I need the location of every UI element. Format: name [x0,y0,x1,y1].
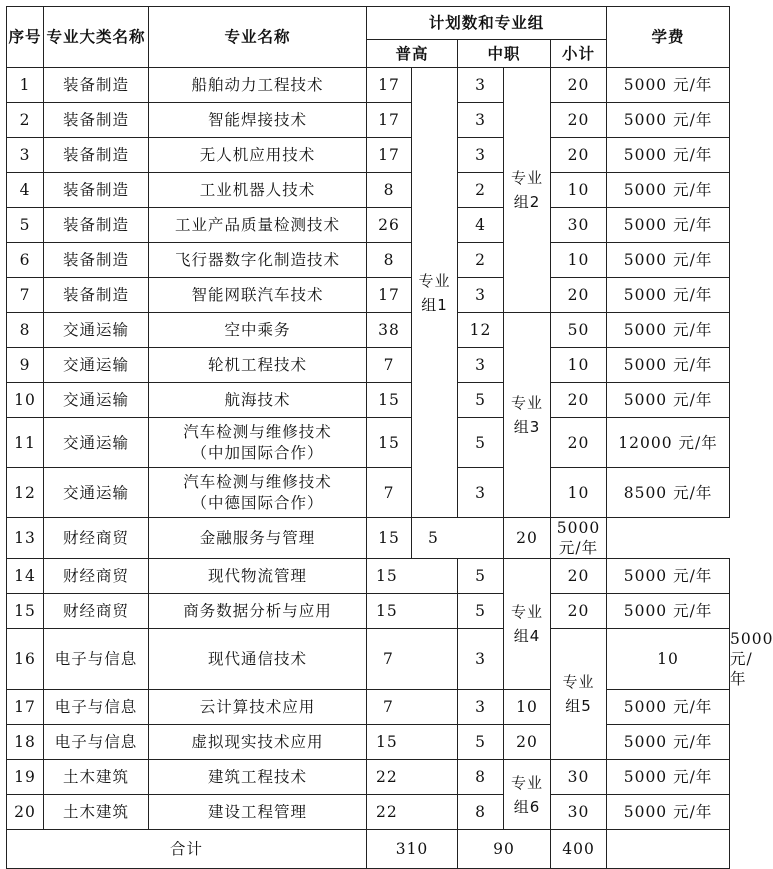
row-subtotal: 20 [551,594,607,629]
row-category: 财经商贸 [44,559,149,594]
row-putong: 15 [367,418,412,468]
row-subtotal: 30 [551,208,607,243]
row-major: 虚拟现实技术应用 [149,725,367,760]
row-zhongzhi: 3 [458,103,504,138]
header-putong: 普高 [367,40,458,68]
row-tuition: 12000 元/年 [607,418,730,468]
row-subtotal: 20 [551,278,607,313]
row-putong: 8 [367,243,412,278]
table-row [7,313,730,348]
row-major: 轮机工程技术 [149,348,367,383]
header-plan: 计划数和专业组 [367,7,607,40]
table-row [7,103,730,138]
row-putong: 15 [367,594,458,629]
table-row [7,243,730,278]
table-row [7,559,730,594]
row-major: 现代物流管理 [149,559,367,594]
table-row [7,208,730,243]
row-putong: 15 [367,518,412,559]
row-major-line1: 汽车检测与维修技术 [183,422,332,441]
row-category: 交通运输 [44,468,149,518]
row-tuition: 5000 元/年 [607,243,730,278]
row-zhongzhi: 8 [458,760,504,795]
row-no: 10 [7,383,44,418]
table-row [7,468,730,518]
table-row [7,418,730,468]
group-1-cell: 专业组1 [412,68,458,518]
group-3-cell: 专业组3 [504,313,551,518]
row-no: 13 [7,518,44,559]
row-no: 11 [7,418,44,468]
row-zhongzhi: 5 [458,594,504,629]
row-major [149,418,367,468]
row-subtotal: 20 [551,138,607,173]
row-no: 3 [7,138,44,173]
group-2-cell: 专业组2 [504,68,551,313]
row-major: 现代通信技术 [149,629,367,690]
row-subtotal: 10 [607,629,730,690]
row-tuition: 5000 元/年 [607,690,730,725]
row-subtotal: 30 [551,760,607,795]
row-tuition: 5000 元/年 [607,760,730,795]
row-category: 装备制造 [44,243,149,278]
row-major: 云计算技术应用 [149,690,367,725]
row-putong: 26 [367,208,412,243]
row-category: 电子与信息 [44,725,149,760]
table-row [7,690,730,725]
row-zhongzhi: 8 [458,795,504,830]
row-zhongzhi: 5 [458,383,504,418]
row-no: 12 [7,468,44,518]
row-category: 装备制造 [44,173,149,208]
row-no: 20 [7,795,44,830]
row-category: 装备制造 [44,68,149,103]
row-zhongzhi: 5 [458,418,504,468]
row-zhongzhi: 4 [458,208,504,243]
row-zhongzhi: 3 [458,68,504,103]
row-tuition: 5000 元/年 [607,594,730,629]
group-5-cell: 专业组5 [551,629,607,760]
row-subtotal: 20 [551,559,607,594]
row-subtotal: 20 [551,418,607,468]
row-tuition: 5000 元/年 [551,518,607,559]
row-tuition: 5000 元/年 [607,138,730,173]
row-subtotal: 30 [551,795,607,830]
row-no: 15 [7,594,44,629]
row-zhongzhi: 12 [458,313,504,348]
row-zhongzhi: 5 [412,518,504,559]
row-category: 财经商贸 [44,594,149,629]
row-no: 2 [7,103,44,138]
table-row: 16 电子与信息 现代通信技术 7 3 专业组5 10 5000 元/年 [7,629,730,690]
total-subtotal: 400 [551,830,607,869]
row-no: 5 [7,208,44,243]
row-category: 装备制造 [44,208,149,243]
row-putong: 15 [367,559,458,594]
table-row [7,760,730,795]
row-subtotal: 10 [551,243,607,278]
total-tuition-empty [607,830,730,869]
row-putong: 17 [367,278,412,313]
row-category: 财经商贸 [44,518,149,559]
row-putong: 22 [367,795,458,830]
row-major: 航海技术 [149,383,367,418]
row-major: 飞行器数字化制造技术 [149,243,367,278]
row-major: 无人机应用技术 [149,138,367,173]
total-zhongzhi: 90 [458,830,551,869]
table-row [7,383,730,418]
row-zhongzhi: 3 [458,690,504,725]
row-zhongzhi: 5 [458,725,504,760]
row-subtotal: 20 [551,383,607,418]
row-no: 8 [7,313,44,348]
row-zhongzhi: 3 [458,348,504,383]
row-category: 交通运输 [44,418,149,468]
row-tuition: 5000 元/年 [607,795,730,830]
row-no: 7 [7,278,44,313]
row-subtotal: 50 [551,313,607,348]
header-category: 专业大类名称 [44,7,149,68]
row-putong: 7 [367,348,412,383]
total-row [7,830,730,869]
table-row [7,594,730,629]
row-major: 船舶动力工程技术 [149,68,367,103]
row-putong: 7 [367,690,458,725]
table-row [7,68,730,103]
table-row [7,795,730,830]
row-tuition: 5000 元/年 [607,559,730,594]
row-no: 9 [7,348,44,383]
header-major: 专业名称 [149,7,367,68]
row-zhongzhi: 3 [458,629,504,690]
row-major: 空中乘务 [149,313,367,348]
row-zhongzhi: 3 [458,278,504,313]
header-tuition: 学费 [607,7,730,68]
row-subtotal: 10 [504,690,551,725]
row-tuition: 5000 元/年 [607,348,730,383]
header-zhongzhi: 中职 [458,40,551,68]
row-tuition: 5000 元/年 [607,278,730,313]
row-tuition: 5000 元/年 [607,103,730,138]
row-no: 6 [7,243,44,278]
row-category: 装备制造 [44,138,149,173]
row-zhongzhi: 3 [458,468,504,518]
row-putong: 15 [367,725,458,760]
row-putong: 17 [367,103,412,138]
row-category: 土木建筑 [44,760,149,795]
row-tuition: 5000 元/年 [607,208,730,243]
row-zhongzhi: 3 [458,138,504,173]
row-putong: 7 [367,629,458,690]
row-putong: 22 [367,760,458,795]
header-subtotal: 小计 [551,40,607,68]
header-seq: 序号 [7,7,44,68]
row-putong: 38 [367,313,412,348]
row-major-line1: 汽车检测与维修技术 [183,472,332,491]
group-6-cell: 专业组6 [504,760,551,830]
row-tuition: 8500 元/年 [607,468,730,518]
row-no: 19 [7,760,44,795]
row-tuition: 5000 元/年 [607,68,730,103]
row-subtotal: 10 [551,348,607,383]
row-subtotal: 20 [504,725,551,760]
row-category: 土木建筑 [44,795,149,830]
row-subtotal: 20 [504,518,551,559]
row-no: 4 [7,173,44,208]
row-major: 智能焊接技术 [149,103,367,138]
total-putong: 310 [367,830,458,869]
row-tuition: 5000 元/年 [607,383,730,418]
row-major: 建筑工程技术 [149,760,367,795]
row-putong: 8 [367,173,412,208]
row-putong: 15 [367,383,412,418]
row-no: 14 [7,559,44,594]
total-label: 合计 [7,830,367,869]
row-major-line2: （中德国际合作） [191,493,324,512]
row-no: 18 [7,725,44,760]
row-major-line2: （中加国际合作） [191,443,324,462]
row-no: 17 [7,690,44,725]
table-row [7,518,730,559]
row-subtotal: 10 [551,173,607,208]
group-4-cell: 专业组4 [504,559,551,690]
table-row [7,725,730,760]
row-tuition: 5000 元/年 [607,173,730,208]
row-subtotal: 20 [551,68,607,103]
row-zhongzhi: 5 [458,559,504,594]
row-category: 电子与信息 [44,629,149,690]
row-category: 交通运输 [44,313,149,348]
row-putong: 17 [367,68,412,103]
row-major: 智能网联汽车技术 [149,278,367,313]
row-putong: 17 [367,138,412,173]
row-major [149,468,367,518]
table-row [7,138,730,173]
row-no: 1 [7,68,44,103]
row-subtotal: 20 [551,103,607,138]
row-major: 建设工程管理 [149,795,367,830]
row-major: 工业机器人技术 [149,173,367,208]
row-putong: 7 [367,468,412,518]
row-category: 装备制造 [44,103,149,138]
row-category: 交通运输 [44,348,149,383]
row-major: 工业产品质量检测技术 [149,208,367,243]
enrollment-plan-table [6,6,773,869]
row-category: 装备制造 [44,278,149,313]
table-row [7,278,730,313]
row-zhongzhi: 2 [458,173,504,208]
table-row [7,348,730,383]
table-row [7,173,730,208]
row-no: 16 [7,629,44,690]
row-major: 金融服务与管理 [149,518,367,559]
row-subtotal: 10 [551,468,607,518]
row-zhongzhi: 2 [458,243,504,278]
row-tuition: 5000 元/年 [607,725,730,760]
row-tuition: 5000 元/年 [607,313,730,348]
row-major: 商务数据分析与应用 [149,594,367,629]
row-category: 电子与信息 [44,690,149,725]
row-category: 交通运输 [44,383,149,418]
